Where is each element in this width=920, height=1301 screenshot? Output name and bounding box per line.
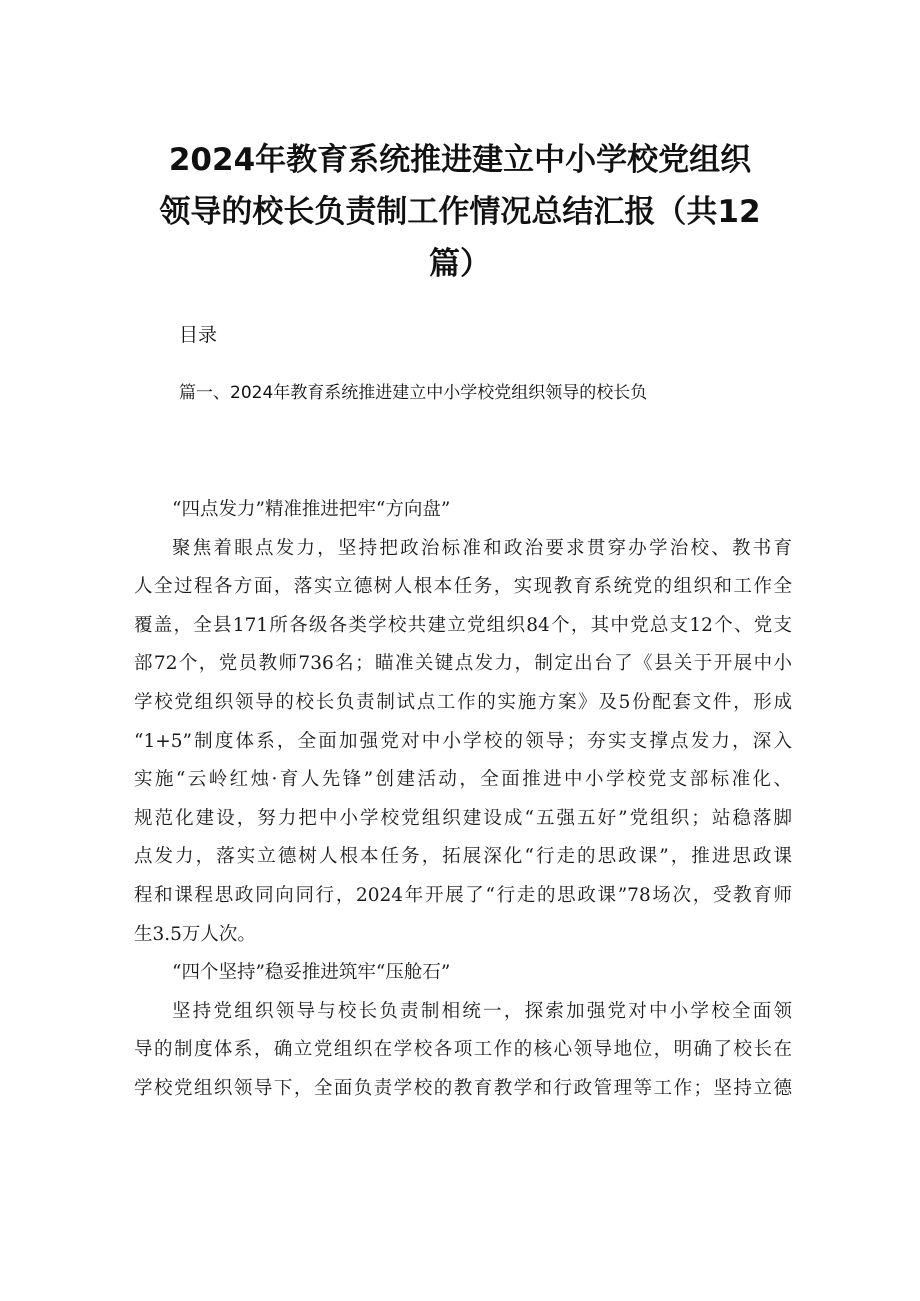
document-body [134,495,792,1113]
body-line: 坚持党组织领导与校长负责制相统一，探索加强党对中小学校全面领 [172,1000,792,1022]
body-line: “1+5”制度体系，全面加强党对中小学校的领导；夯实支撑点发力，深入 [134,730,792,752]
body-line: 点发力，落实立德树人根本任务，拓展深化“行走的思政课”，推进思政课 [134,846,792,868]
body-line: 覆盖，全县171所各级各类学校共建立党组织84个，其中党总支12个、党支 [134,614,792,636]
section-heading: “四个坚持”稳妥推进筑牢“压舱石” [172,962,451,984]
title-line: 领导的校长负责制工作情况总结汇报（共12 [159,194,761,230]
body-line: 学校党组织领导的校长负责制试点工作的实施方案》及5份配套文件，形成 [134,691,792,713]
body-line: 程和课程思政同向同行，2024年开展了“行走的思政课”78场次，受教育师 [134,884,792,906]
body-line: 人全过程各方面，落实立德树人根本任务，实现教育系统党的组织和工作全 [134,576,792,598]
document-title [120,134,800,290]
body-line: 导的制度体系，确立党组织在学校各项工作的核心领导地位，明确了校长在 [134,1039,792,1061]
body-line: 实施“云岭红烛·育人先锋”创建活动，全面推进中小学校党支部标准化、 [134,769,792,791]
title-line: 篇） [429,246,491,282]
section-heading: “四点发力”精准推进把牢“方向盘” [172,499,451,520]
body-line: 学校党组织领导下，全面负责学校的教育教学和行政管理等工作；坚持立德 [134,1077,792,1099]
body-line: 规范化建设，努力把中小学校党组织建设成“五强五好”党组织；站稳落脚 [134,807,792,829]
body-line: 部72个，党员教师736名；瞄准关键点发力，制定出台了《县关于开展中小 [134,653,792,675]
body-line: 生3.5万人次。 [134,923,256,945]
body-line: 聚焦着眼点发力，坚持把政治标准和政治要求贯穿办学治校、教书育 [172,537,792,559]
title-line: 2024年教育系统推进建立中小学校党组织 [168,142,752,178]
toc-item: 篇一、2024年教育系统推进建立中小学校党组织领导的校长负 [179,383,648,403]
toc-heading: 目录 [179,324,218,346]
